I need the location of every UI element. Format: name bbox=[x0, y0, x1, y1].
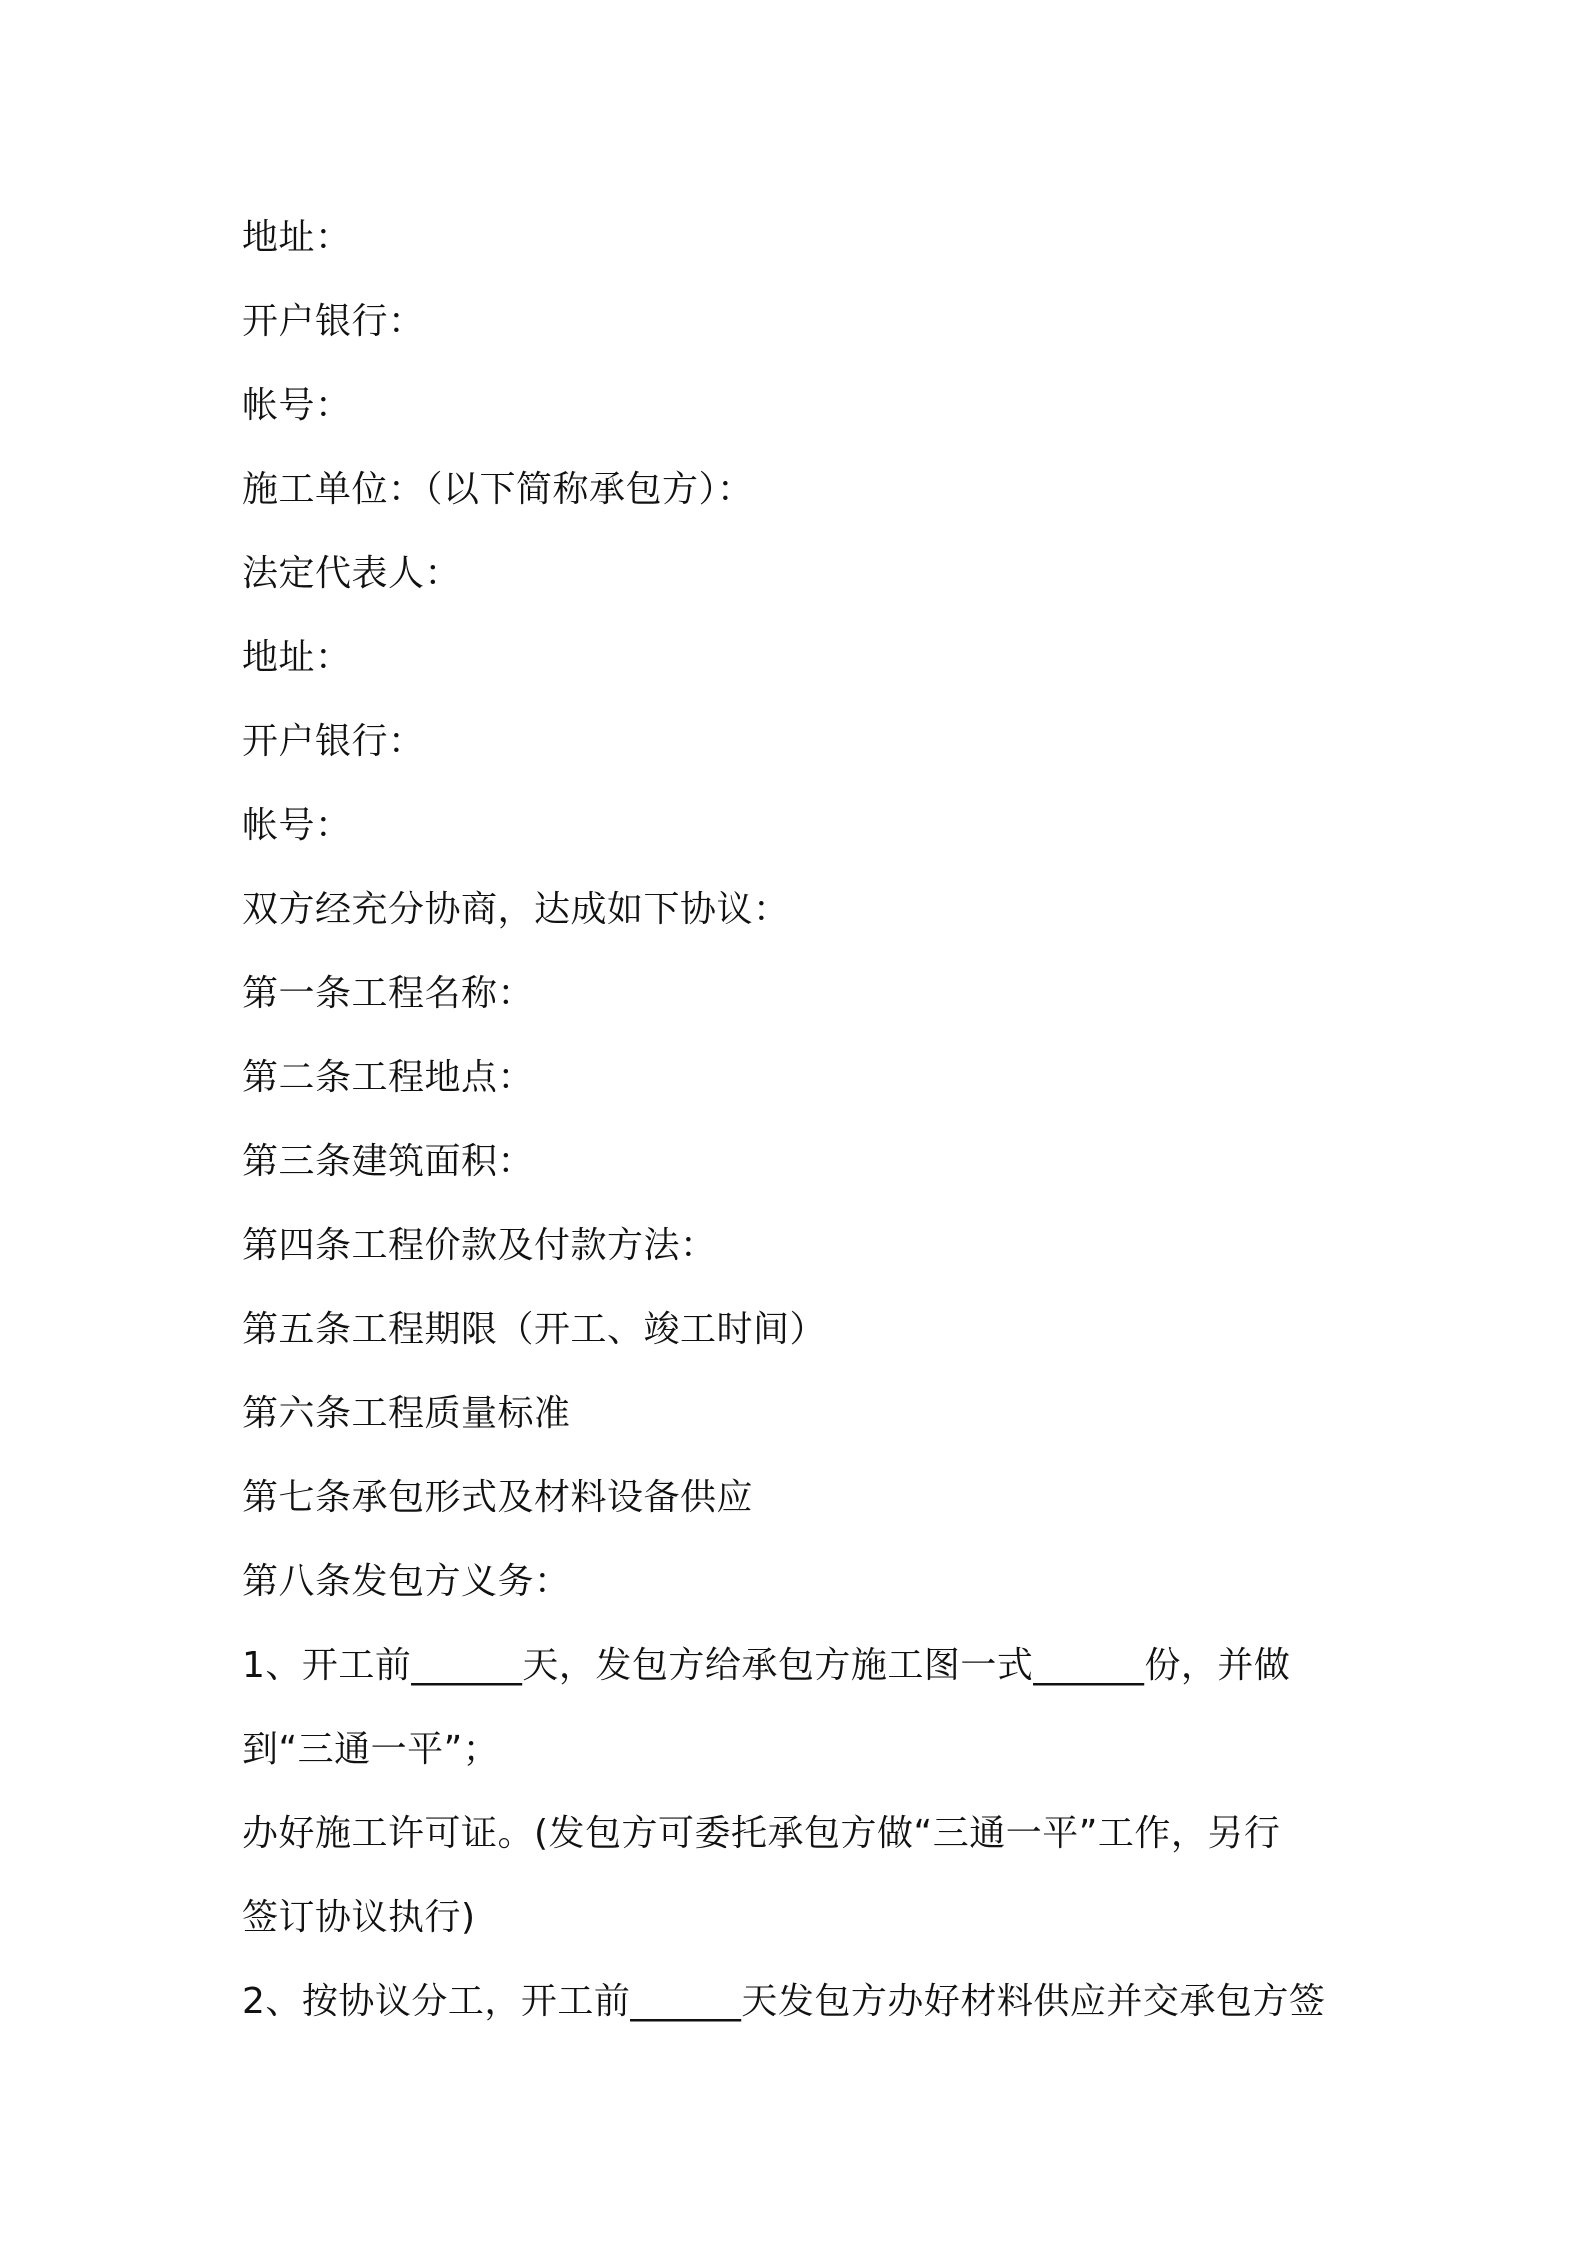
obligation-1-line-2: 到“三通一平”； bbox=[242, 1729, 500, 1770]
obligation-1-line-4: 签订协议执行) bbox=[242, 1897, 476, 1938]
contractor-heading: 施工单位：（以下简称承包方）： bbox=[242, 469, 754, 510]
article-7: 第七条承包形式及材料设备供应 bbox=[242, 1477, 754, 1518]
party-a-account: 帐号： bbox=[242, 385, 352, 426]
article-5: 第五条工程期限（开工、竣工时间） bbox=[242, 1309, 827, 1350]
article-1: 第一条工程名称： bbox=[242, 973, 535, 1014]
obligation-1-line-3: 办好施工许可证。(发包方可委托承包方做“三通一平”工作，另行 bbox=[242, 1813, 1281, 1854]
agreement-intro: 双方经充分协商，达成如下协议： bbox=[242, 889, 790, 930]
obligation-1-line-1: 1、开工前______天，发包方给承包方施工图一式______份，并做 bbox=[242, 1645, 1291, 1686]
article-6: 第六条工程质量标准 bbox=[242, 1393, 571, 1434]
article-2: 第二条工程地点： bbox=[242, 1057, 535, 1098]
contractor-account: 帐号： bbox=[242, 805, 352, 846]
party-a-bank: 开户银行： bbox=[242, 301, 425, 342]
party-a-address: 地址： bbox=[242, 217, 352, 258]
article-8: 第八条发包方义务： bbox=[242, 1561, 571, 1602]
article-4: 第四条工程价款及付款方法： bbox=[242, 1225, 717, 1266]
contractor-address: 地址： bbox=[242, 637, 352, 678]
contractor-bank: 开户银行： bbox=[242, 721, 425, 762]
contractor-legal-representative: 法定代表人： bbox=[242, 553, 462, 594]
document-body bbox=[242, 196, 1362, 2044]
article-3: 第三条建筑面积： bbox=[242, 1141, 535, 1182]
obligation-2-line-1: 2、按协议分工，开工前______天发包方办好材料供应并交承包方签 bbox=[242, 1981, 1326, 2022]
